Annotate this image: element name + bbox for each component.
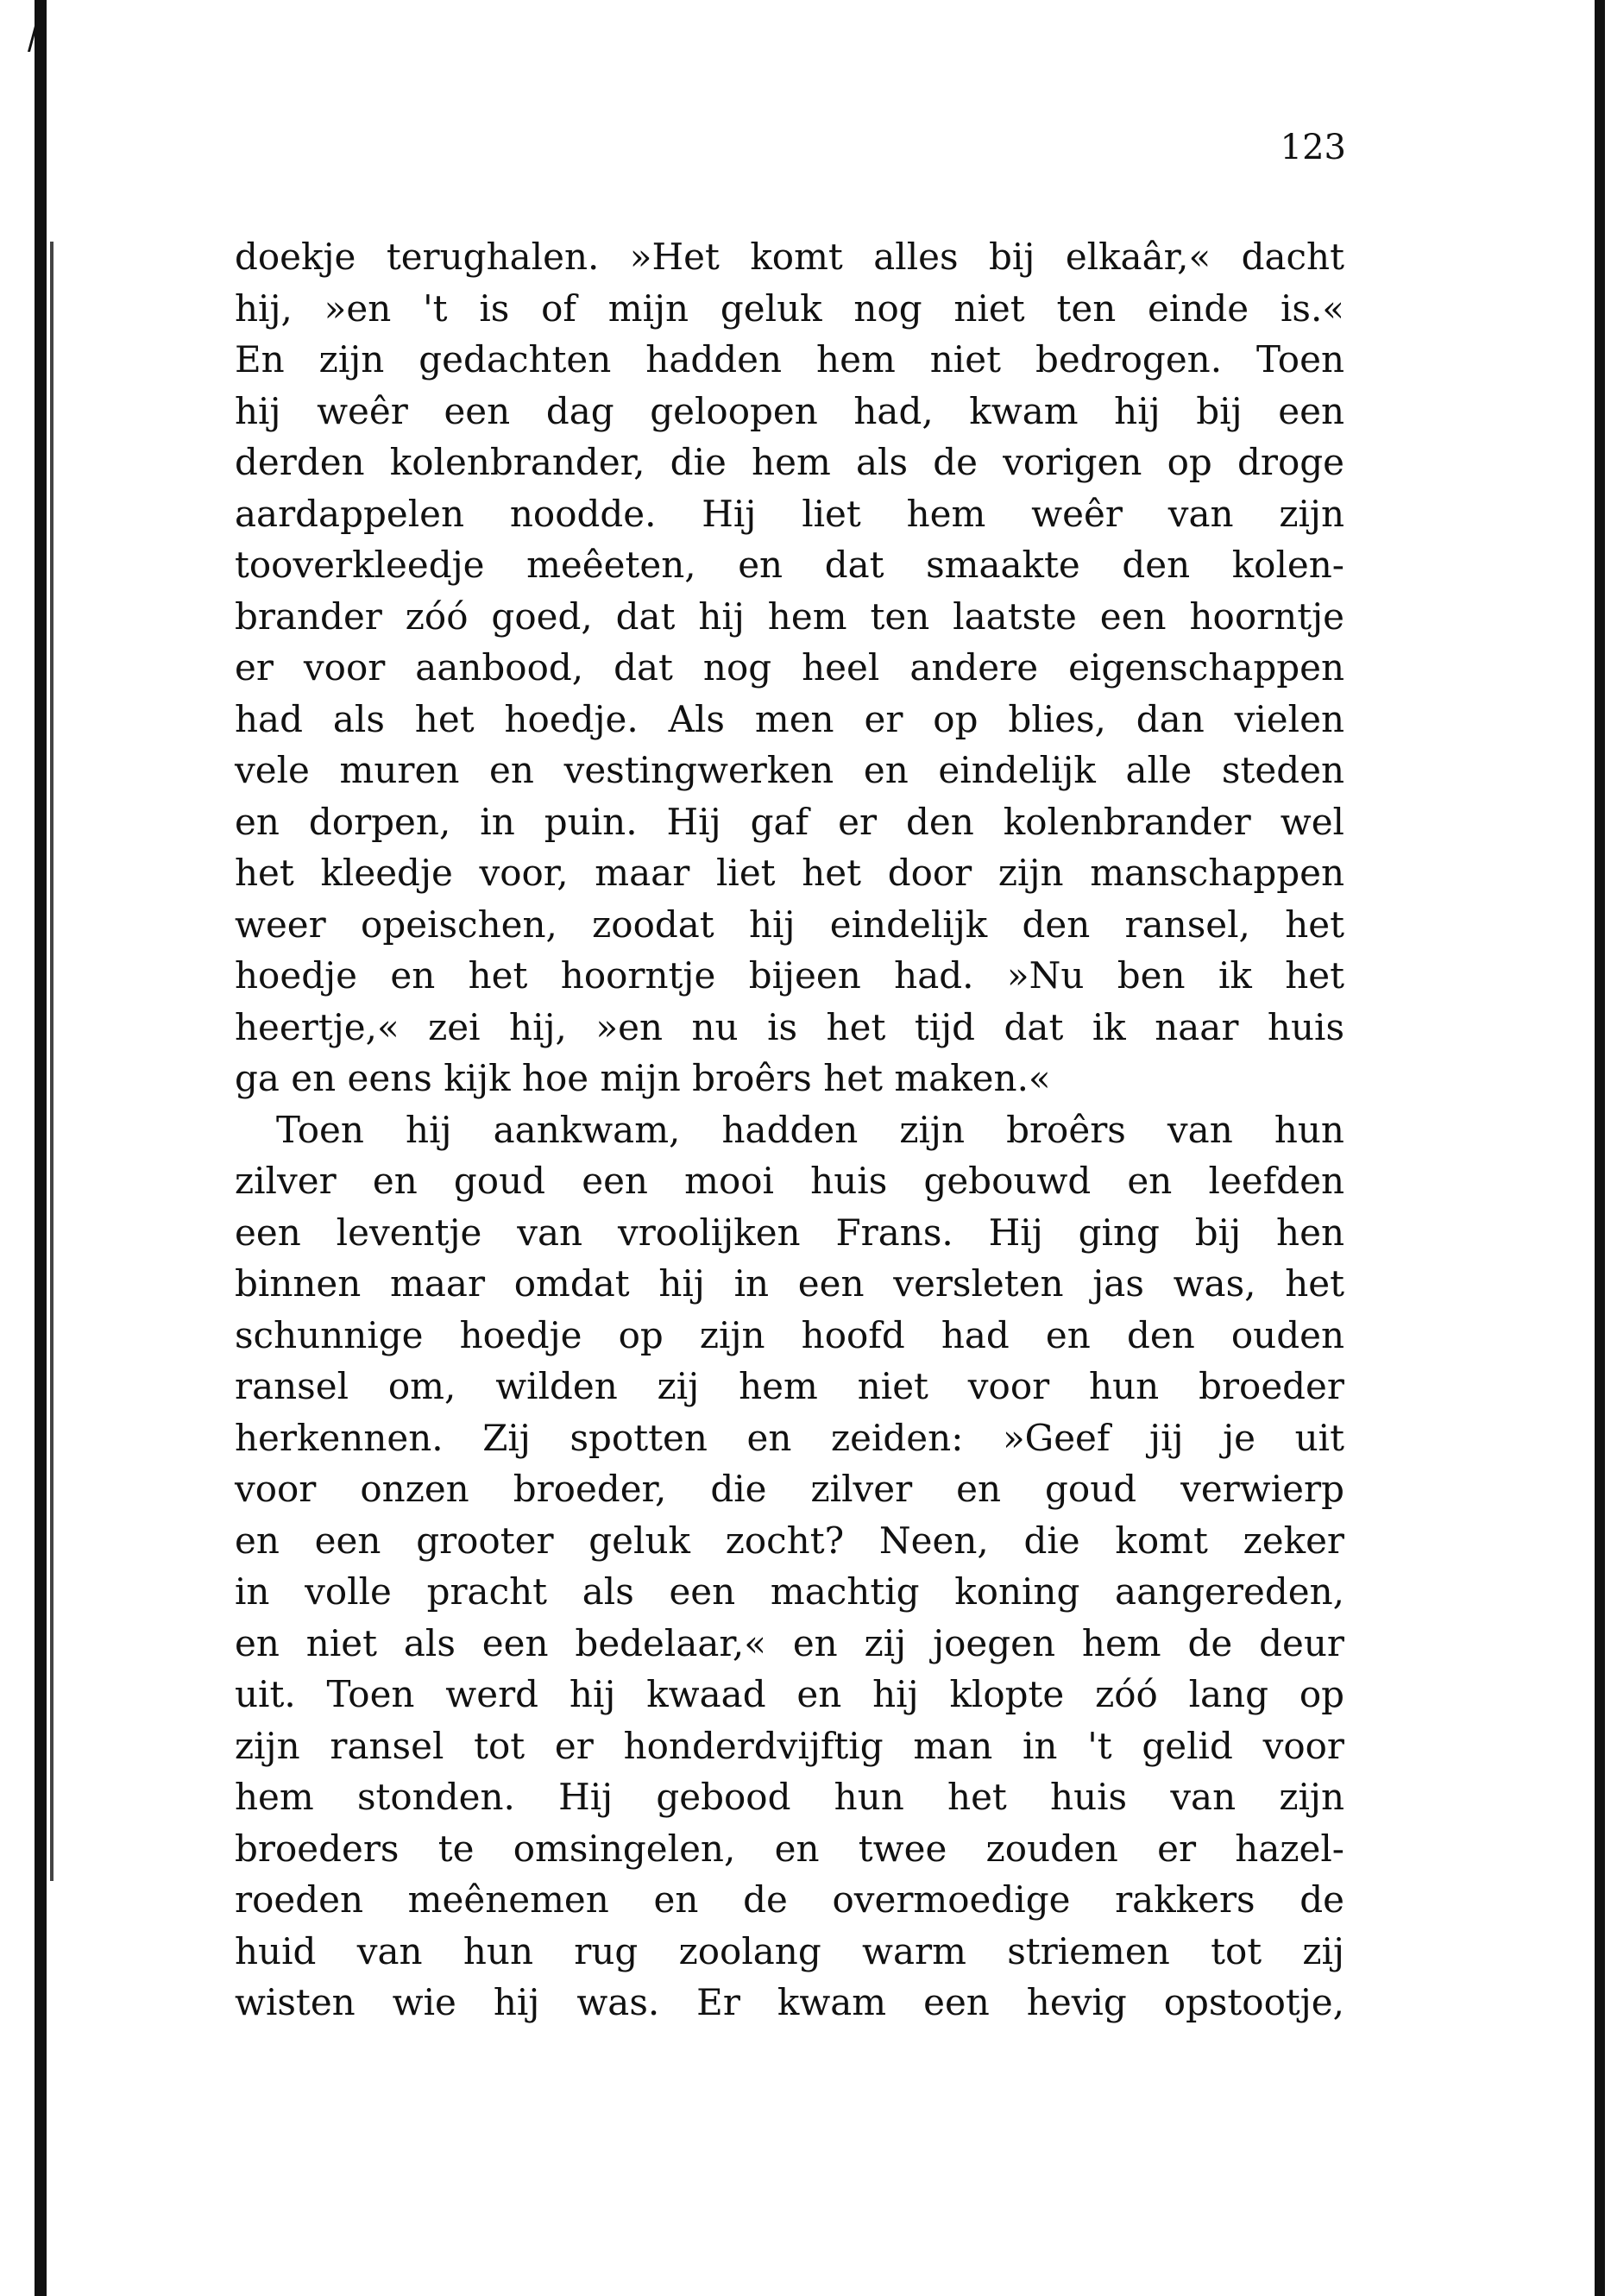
text-line: broeders te omsingelen, en twee zouden er hazel- — [235, 1827, 1344, 1870]
text-line: aardappelen noodde. Hij liet hem weêr van zijn — [235, 492, 1344, 535]
text-line: zijn ransel tot er honderdvijftig man in 't gelid voor — [235, 1724, 1344, 1767]
text-line: hij, »en 't is of mijn geluk nog niet ten einde is.« — [235, 286, 1344, 330]
text-line: schunnige hoedje op zijn hoofd had en den ouden — [235, 1313, 1344, 1356]
scan-page-edge-right — [1595, 0, 1605, 2296]
body-text — [235, 231, 1344, 2029]
text-line: voor onzen broeder, die zilver en goud verwierp — [235, 1468, 1344, 1510]
text-line: weer opeischen, zoodat hij eindelijk den ransel, het — [235, 903, 1344, 946]
text-line: wisten wie hij was. Er kwam een hevig opstootje, — [235, 1981, 1344, 2023]
scan-binding-shadow — [50, 242, 53, 1881]
text-line: en dorpen, in puin. Hij gaf er den kolenbrander wel — [235, 800, 1344, 843]
text-line: tooverkleedje meêeten, en dat smaakte den kolen- — [235, 544, 1344, 586]
text-line: vele muren en vestingwerken en eindelijk alle steden — [235, 749, 1344, 791]
text-line: En zijn gedachten hadden hem niet bedrogen. Toen — [235, 338, 1344, 381]
text-line: binnen maar omdat hij in een versleten jas was, het — [235, 1262, 1344, 1305]
text-line: ga en eens kijk hoe mijn broêrs het maken.« — [235, 1057, 1051, 1099]
text-line: er voor aanbood, dat nog heel andere eigenschappen — [235, 646, 1344, 689]
text-line: een leventje van vroolijken Frans. Hij ging bij hen — [235, 1211, 1344, 1254]
paragraph-start-line: Toen hij aankwam, hadden zijn broêrs van hun — [276, 1108, 1344, 1151]
text-line: hoedje en het hoorntje bijeen had. »Nu ben ik het — [235, 954, 1344, 997]
text-line: doekje terughalen. »Het komt alles bij elkaâr,« dacht — [235, 236, 1344, 278]
text-line: heertje,« zei hij, »en nu is het tijd dat ik naar huis — [235, 1005, 1344, 1048]
text-line: hij weêr een dag geloopen had, kwam hij bij een — [235, 389, 1344, 432]
text-line: brander zóó goed, dat hij hem ten laatste een hoorntje — [235, 594, 1344, 638]
text-line: zilver en goud een mooi huis gebouwd en leefden — [235, 1160, 1344, 1202]
text-line: het kleedje voor, maar liet het door zijn manschappen — [235, 852, 1344, 894]
scan-binding-edge-left — [35, 0, 47, 2296]
text-line: huid van hun rug zoolang warm striemen tot zij — [235, 1929, 1344, 1972]
text-line: herkennen. Zij spotten en zeiden: »Geef jij je uit — [235, 1416, 1344, 1459]
text-line: derden kolenbrander, die hem als de vorigen op droge — [235, 441, 1344, 483]
text-line: had als het hoedje. Als men er op blies, dan vielen — [235, 697, 1344, 740]
text-line: in volle pracht als een machtig koning aangereden, — [235, 1570, 1344, 1613]
text-line: en niet als een bedelaar,« en zij joegen hem de deur — [235, 1621, 1344, 1664]
page-number: 123 — [1280, 128, 1346, 167]
text-line: hem stonden. Hij gebood hun het huis van zijn — [235, 1776, 1344, 1818]
text-line: uit. Toen werd hij kwaad en hij klopte zóó lang op — [235, 1673, 1344, 1715]
text-line: roeden meênemen en de overmoedige rakkers de — [235, 1878, 1344, 1921]
text-line: en een grooter geluk zocht? Neen, die komt zeker — [235, 1519, 1344, 1562]
text-line: ransel om, wilden zij hem niet voor hun broeder — [235, 1365, 1344, 1407]
